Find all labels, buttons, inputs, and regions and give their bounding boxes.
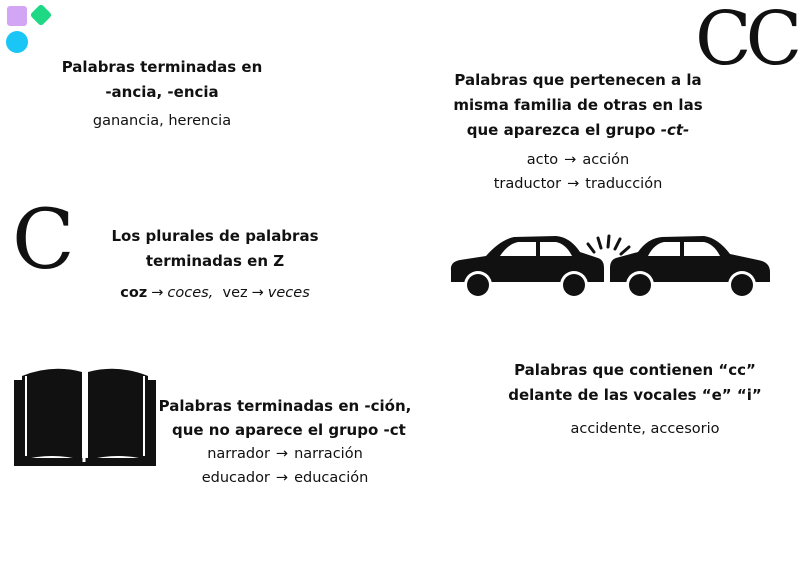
example-derived: acción [582, 152, 630, 168]
section-ancia-title-1: Palabras terminadas en [61, 58, 263, 76]
section-family-example-2 [438, 172, 718, 196]
section-ancia-title-2: -ancia, -encia [105, 83, 219, 101]
section-family-title-2: misma familia de otras en las [453, 96, 703, 114]
section-family-title-1: Palabras que pertenecen a la [454, 71, 702, 89]
logo [6, 4, 60, 58]
logo-square [7, 6, 27, 26]
example-derived: traducción [585, 176, 663, 192]
arrow-icon: → [275, 470, 289, 486]
open-book-icon [12, 366, 158, 468]
impact-lines-icon [588, 236, 629, 254]
example-word: narrador [207, 446, 270, 462]
single-c-letter: C [12, 193, 75, 288]
example-plural: veces [267, 285, 310, 301]
section-cc-example: accidente, accesorio [570, 421, 720, 437]
section-cion-example-1 [158, 442, 412, 466]
section-family [438, 68, 718, 196]
section-cion-example-2 [158, 466, 412, 490]
section-plurals [95, 224, 335, 305]
car-crash-icon [448, 232, 773, 304]
example-word: educador [201, 470, 270, 486]
section-plurals-title-2: terminadas en Z [145, 252, 285, 270]
example-word: coz [120, 285, 148, 301]
logo-circle [6, 31, 28, 53]
example-word: vez [222, 285, 248, 301]
section-cion [158, 394, 412, 490]
arrow-icon: → [251, 285, 264, 301]
section-cion-title-2: que no aparece el grupo -ct [172, 421, 406, 439]
example-word: traductor [493, 176, 562, 192]
section-cc [490, 358, 780, 441]
section-cion-title-1: Palabras terminadas en -ción, [158, 397, 412, 415]
section-ancia-example: ganancia, herencia [92, 113, 232, 129]
section-cc-title-2: delante de las vocales “e” “i” [508, 386, 762, 404]
example-word: acto [526, 152, 559, 168]
arrow-icon: → [151, 285, 164, 301]
arrow-icon: → [275, 446, 289, 462]
section-ancia [52, 55, 272, 133]
example-plural: coces, [167, 285, 214, 301]
example-derived: educación [294, 470, 369, 486]
left-car-icon [451, 236, 604, 299]
logo-diamond [30, 4, 53, 26]
section-family-example-1 [438, 148, 718, 172]
arrow-icon: → [567, 176, 580, 192]
section-cc-title-1: Palabras que contienen “cc” [514, 361, 756, 379]
arrow-icon: → [564, 152, 577, 168]
section-family-title-3-prefix: que aparezca el grupo [466, 121, 661, 139]
section-family-group: -ct- [660, 121, 690, 139]
right-car-icon [610, 236, 770, 299]
example-derived: narración [294, 446, 363, 462]
section-plurals-example [95, 281, 335, 305]
section-family-title-3 [438, 118, 718, 142]
double-c-letters: CC [695, 0, 797, 82]
section-plurals-title-1: Los plurales de palabras [111, 227, 319, 245]
